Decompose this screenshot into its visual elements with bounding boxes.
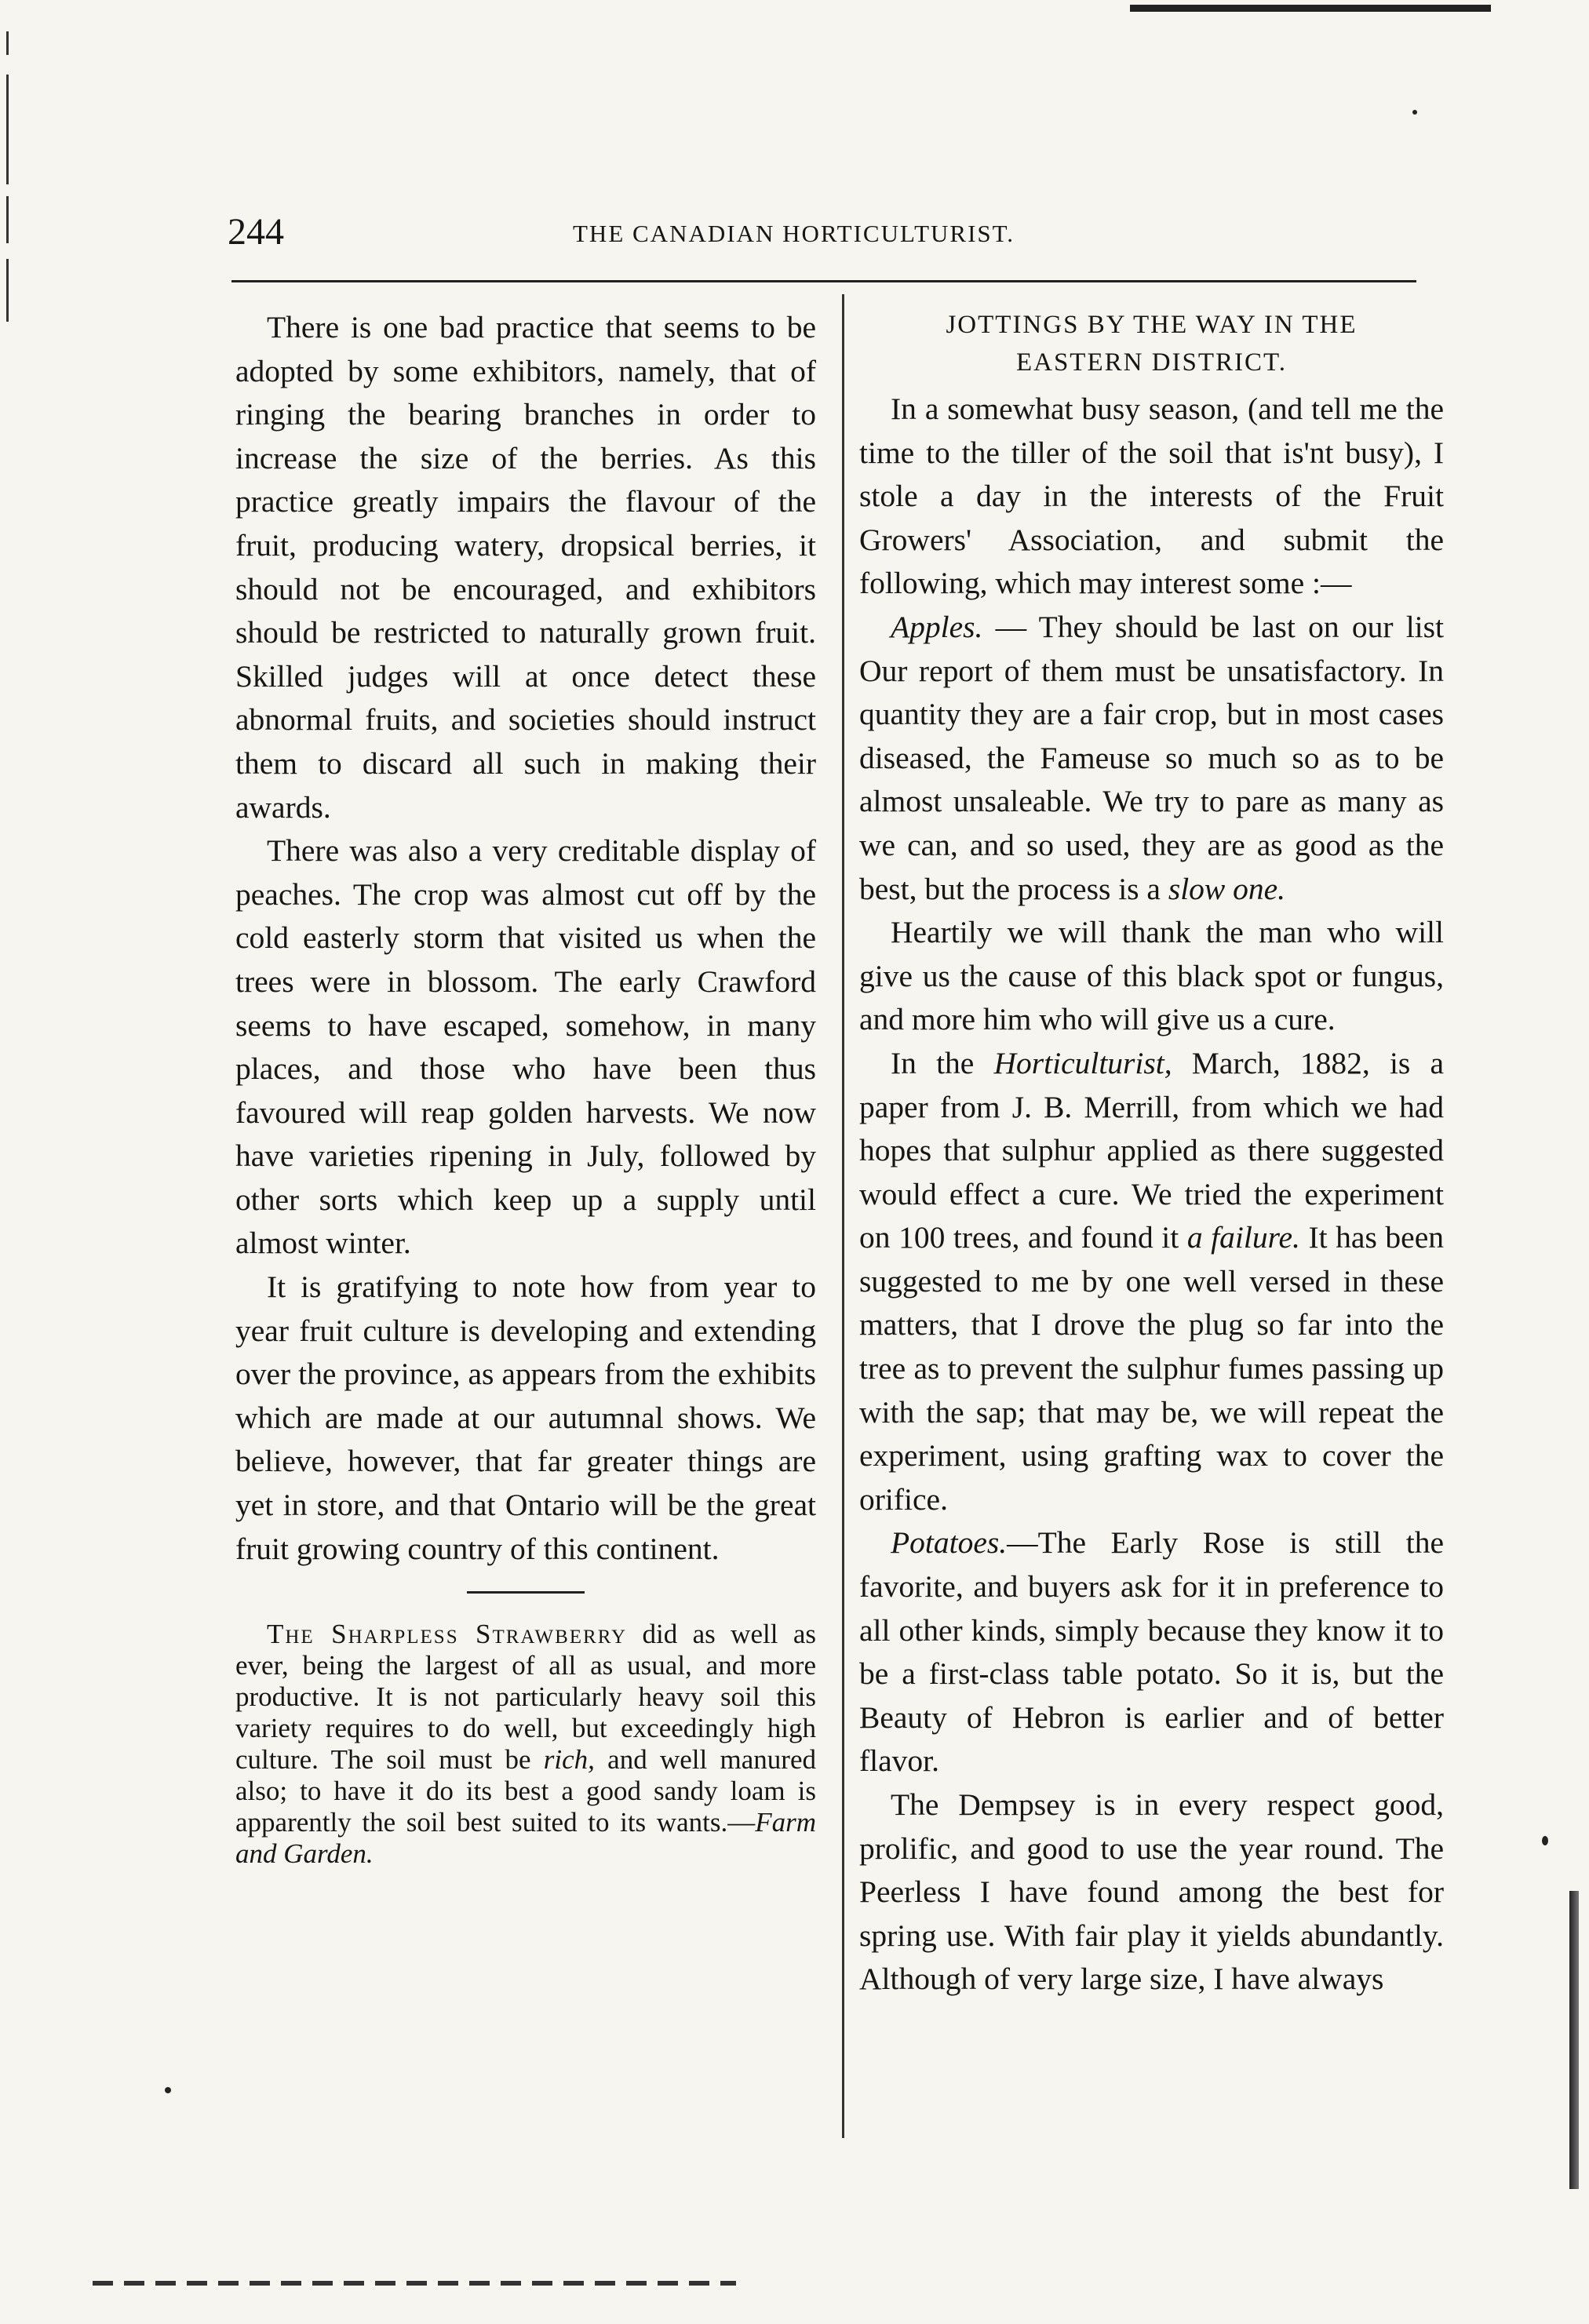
paragraph: The Dempsey is in every respect good, prolific, and good to use the year round. The Peerless I have found among the best for spring use. With fair play it yields abundantly. Although of very large size, I have always	[859, 1787, 1444, 1997]
running-title: THE CANADIAN HORTICULTURIST.	[573, 220, 1015, 247]
paragraph: There was also a very creditable display of peaches. The crop was almost cut off by the cold easterly storm that visited us when the trees were in blossom. The early Crawford seems to have escaped, somehow, in many places, and those who have been thus favoured will reap golden harvests. We now have varieties ripening in July, followed by other sorts which keep up a supply until almost winter.	[235, 833, 816, 1261]
right-edge-mark	[1569, 1891, 1579, 2189]
top-edge-mark	[1130, 5, 1491, 12]
spine-mark	[6, 259, 9, 322]
left-column	[235, 306, 816, 1870]
note-lead: The Sharpless Strawberry	[267, 1619, 628, 1650]
speck	[165, 2087, 171, 2093]
header-rule	[231, 280, 1416, 282]
bottom-edge-mark	[93, 2281, 736, 2286]
section-separator	[467, 1591, 585, 1594]
article-heading: JOTTINGS BY THE WAY IN THE EASTERN DISTRICT.	[946, 311, 1358, 377]
right-column	[859, 306, 1444, 2002]
page-number: 244	[228, 211, 284, 253]
paragraph: In a somewhat busy season, (and tell me the time to the tiller of the soil that is'nt busy), I stole a day in the interests of the Fruit Growers' Association, and submit the following, which may interest some :—	[859, 392, 1444, 601]
note-source: Farm and Garden.	[235, 1807, 816, 1870]
speck	[1542, 1836, 1548, 1845]
speck	[1412, 110, 1417, 115]
paragraph: It is gratifying to note how from year to year fruit culture is developing and extending over the province, as appears from the exhibits which are made at our autumnal shows. We believe, however, that far greater things are yet in store, and that Ontario will be the great fruit growing country of this continent.	[235, 1269, 816, 1566]
column-divider	[842, 294, 844, 2138]
horticulturist-paragraph: In the Horticulturist, March, 1882, is a paper from J. B. Merrill, from which we had hopes that sulphur applied as there suggested would effect a cure. We tried the experiment on 100 trees, and found it a failure. It has been suggested to me by one well versed in these matters, that I drove the plug so far into the tree as to prevent the sulphur fumes passing up with the sap; that may be, we will repeat the experiment, using grafting wax to cover the orifice.	[859, 1045, 1444, 1517]
potatoes-paragraph: Potatoes.—The Early Rose is still the favorite, and buyers ask for it in preference to all other kinds, simply because they know it to be a first-class table potato. So it is, but the Beauty of Hebron is earlier and of better flavor.	[859, 1525, 1444, 1779]
paragraph: There is one bad practice that seems to be adopted by some exhibitors, namely, that of ringing the bearing branches in order to increase the size of the berries. As this practice greatly impairs the flavour of the fruit, producing watery, dropsical berries, it should not be encouraged, and exhibitors should be restricted to naturally grown fruit. Skilled judges will at once detect these abnormal fruits, and societies should instruct them to discard all such in making their awards.	[235, 310, 816, 825]
spine-mark	[6, 31, 9, 55]
strawberry-note: The Sharpless Strawberry did as well as ever, being the largest of all as usual, and more productive. It is not particularly heavy soil this variety requires to do well, but exceedingly high culture. The soil must be rich, and well manured also; to have it do its best a good sandy loam is apparently the soil best suited to its wants.—Farm and Garden.	[235, 1619, 816, 1870]
spine-mark	[6, 75, 9, 184]
spine-mark	[6, 196, 9, 243]
apples-paragraph: Apples. — They should be last on our list Our report of them must be unsatisfactory. In quantity they are a fair crop, but in most cases diseased, the Fameuse so much so as to be almost unsaleable. We try to pare as many as we can, and so used, they are as good as the best, but the process is a slow one.	[859, 609, 1444, 906]
paragraph: Heartily we will thank the man who will give us the cause of this black spot or fungus, and more him who will give us a cure.	[859, 915, 1444, 1037]
page-header	[228, 210, 1495, 273]
